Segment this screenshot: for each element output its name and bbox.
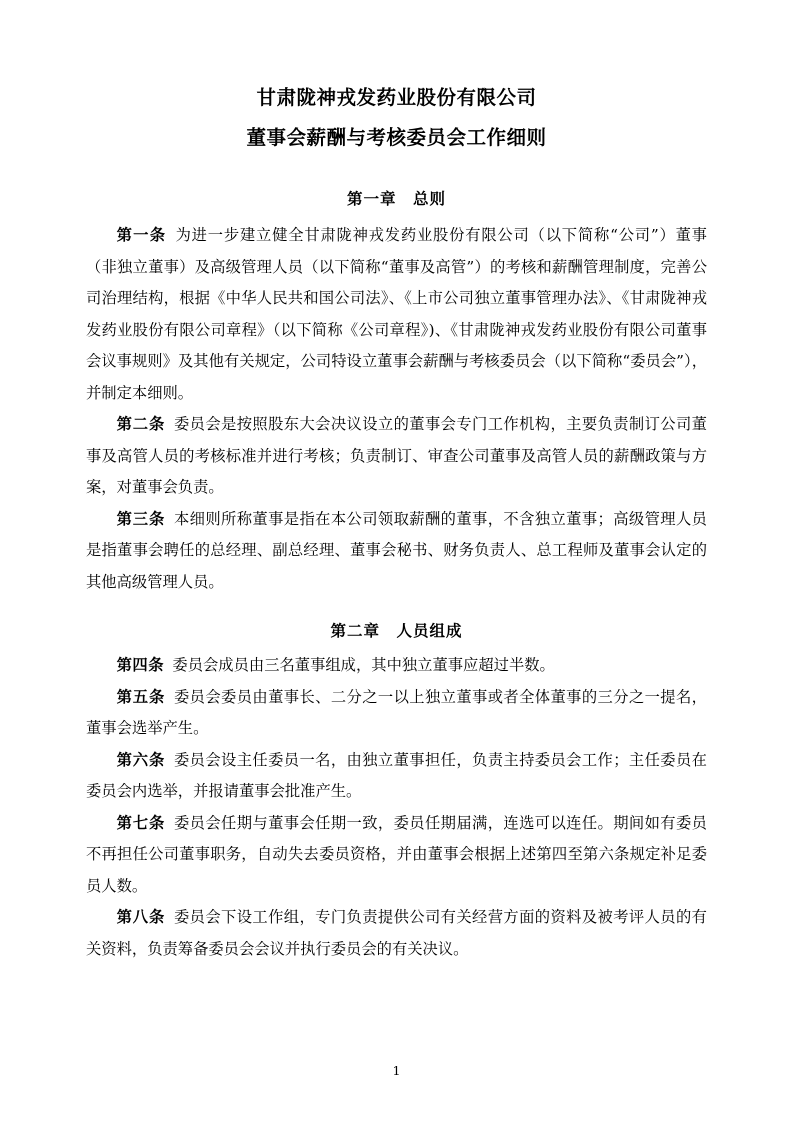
- page-title: [86, 78, 707, 158]
- article-6-label: 第六条: [116, 750, 166, 769]
- article-1-label: 第一条: [116, 226, 167, 244]
- article-7-label: 第七条: [116, 813, 166, 832]
- article-4-text: 委员会成员由三名董事组成，其中独立董事应超过半数。: [172, 656, 555, 674]
- article-3: [86, 504, 707, 599]
- article-3-text: 本细则所称董事是指在本公司领取薪酬的董事，不含独立董事；高级管理人员是指董事会聘任的总经理、副总经理、董事会秘书、财务负责人、总工程师及董事会认定的其他高级管理人员。: [86, 509, 707, 591]
- article-4-label: 第四条: [116, 656, 164, 674]
- article-1: [86, 220, 707, 409]
- article-1-text: 为进一步建立健全甘肃陇神戎发药业股份有限公司（以下简称“公司”）董事（非独立董事）及高级管理人员（以下简称“董事及高管”）的考核和薪酬管理制度，完善公司治理结构，根据《中华人民共和国公司法》、《上市公司独立董事管理办法》、《甘肃陇神戎发药业股份有限公司章程》（以下简称《公司章程》)、《甘肃陇神戎发药业股份有限公司董事会议事规则》及其他有关规定，公司特设立董事会薪酬与考核委员会（以下简称“委员会”），并制定本细则。: [86, 226, 707, 402]
- title-line-1: 甘肃陇神戎发药业股份有限公司: [256, 86, 537, 109]
- article-7: [86, 808, 707, 903]
- page-number: 1: [392, 1063, 401, 1078]
- article-5: [86, 682, 707, 745]
- chapter-heading-2: 第二章 人员组成: [330, 621, 463, 640]
- article-6-text: 委员会设主任委员一名，由独立董事担任，负责主持委员会工作；主任委员在委员会内选举，并报请董事会批准产生。: [86, 750, 707, 800]
- article-8-text: 委员会下设工作组，专门负责提供公司有关经营方面的资料及被考评人员的有关资料，负责筹备委员会会议并执行委员会的有关决议。: [86, 908, 707, 958]
- article-6: [86, 745, 707, 808]
- article-5-label: 第五条: [116, 687, 166, 706]
- article-5-text: 委员会委员由董事长、二分之一以上独立董事或者全体董事的三分之一提名，董事会选举产生。: [86, 687, 707, 737]
- article-2-text: 委员会是按照股东大会决议设立的董事会专门工作机构，主要负责制订公司董事及高管人员的考核标准并进行考核；负责制订、审查公司董事及高管人员的薪酬政策与方案，对董事会负责。: [86, 415, 707, 496]
- article-8: [86, 902, 707, 965]
- article-8-label: 第八条: [116, 908, 166, 926]
- article-7-text: 委员会任期与董事会任期一致，委员任期届满，连选可以连任。期间如有委员不再担任公司董事职务，自动失去委员资格，并由董事会根据上述第四至第六条规定补足委员人数。: [86, 813, 707, 895]
- chapter-heading-1: 第一章 总则: [346, 189, 446, 208]
- article-2-label: 第二条: [116, 415, 166, 433]
- article-3-label: 第三条: [116, 509, 166, 528]
- title-line-2: 董事会薪酬与考核委员会工作细则: [246, 126, 547, 149]
- article-2: [86, 409, 707, 504]
- article-4: [86, 650, 707, 682]
